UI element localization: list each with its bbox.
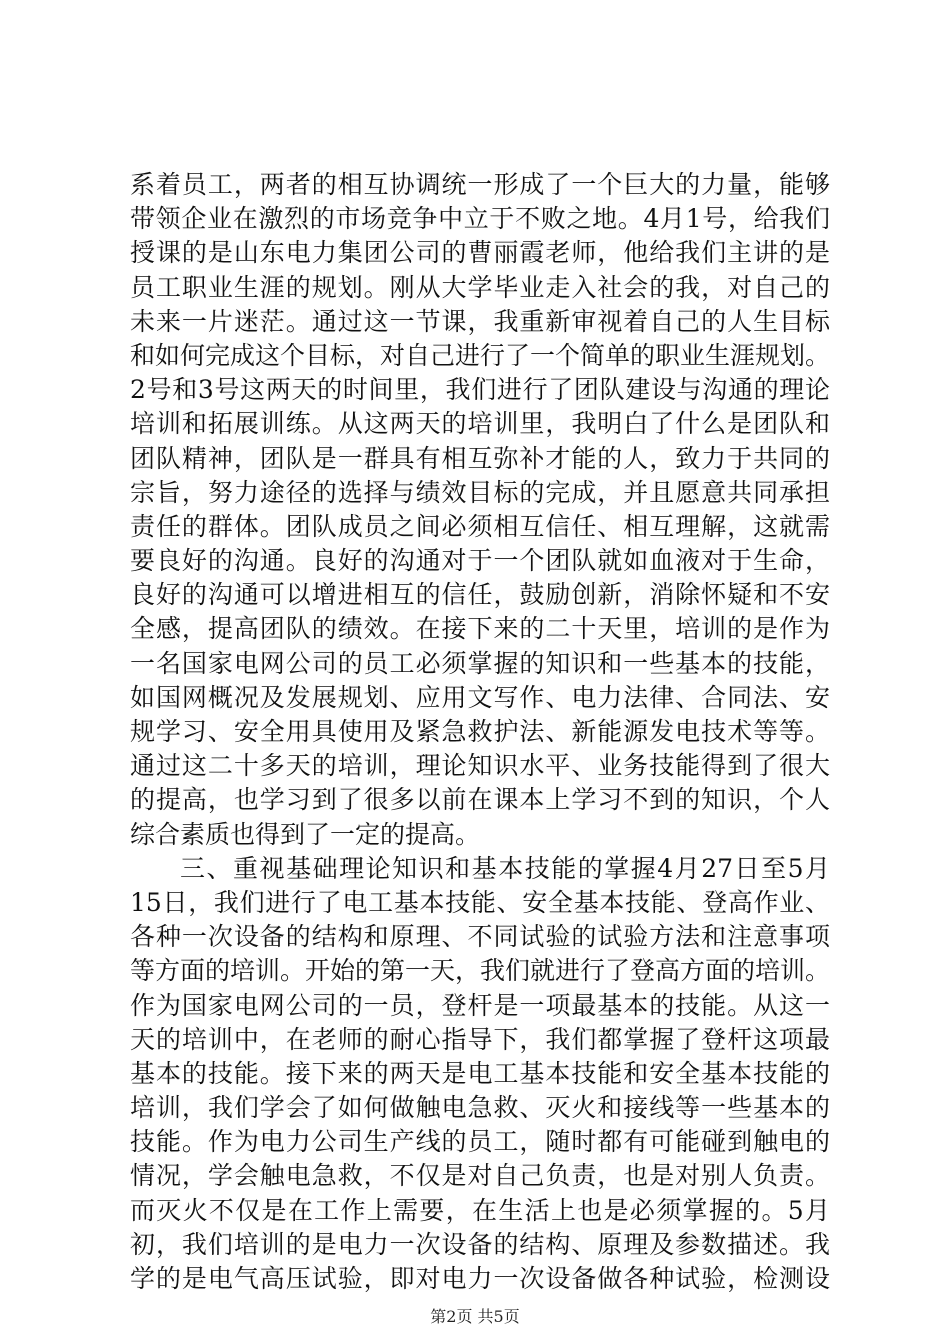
text-line: 天的培训中，在老师的耐心指导下，我们都掌握了登杆这项最 (130, 1024, 830, 1054)
text-line: 全感，提高团队的绩效。在接下来的二十天里，培训的是作为 (130, 614, 830, 644)
text-line: 的提高，也学习到了很多以前在课本上学习不到的知识，个人 (130, 785, 830, 815)
page-number-label: 第2页 共5页 (430, 1307, 520, 1326)
document-body (130, 168, 830, 1296)
text-line: 作为国家电网公司的一员，登杆是一项最基本的技能。从这一 (130, 990, 830, 1020)
text-line: 各种一次设备的结构和原理、不同试验的试验方法和注意事项 (130, 922, 830, 952)
text-line: 通过这二十多天的培训，理论知识水平、业务技能得到了很大 (130, 751, 830, 781)
text-line: 综合素质也得到了一定的提高。 (130, 819, 481, 849)
text-line: 学的是电气高压试验，即对电力一次设备做各种试验，检测设 (130, 1264, 830, 1293)
page-footer (0, 1304, 950, 1327)
text-line: 技能。作为电力公司生产线的员工，随时都有可能碰到触电的 (130, 1127, 830, 1157)
text-line: 而灭火不仅是在工作上需要，在生活上也是必须掌握的。5月 (130, 1195, 830, 1225)
text-line: 等方面的培训。开始的第一天，我们就进行了登高方面的培训。 (130, 956, 831, 986)
text-line: 2号和3号这两天的时间里，我们进行了团队建设与沟通的理论 (130, 375, 830, 405)
text-line: 团队精神，团队是一群具有相互弥补才能的人，致力于共同的 (130, 443, 830, 473)
text-line: 情况，学会触电急救，不仅是对自己负责，也是对别人负责。 (130, 1161, 830, 1191)
text-line: 要良好的沟通。良好的沟通对于一个团队就如血液对于生命， (130, 546, 830, 576)
text-line: 15日，我们进行了电工基本技能、安全基本技能、登高作业、 (130, 887, 830, 917)
text-line: 规学习、安全用具使用及紧急救护法、新能源发电技术等等。 (130, 717, 830, 746)
section-heading-line: 三、重视基础理论知识和基本技能的掌握4月27日至5月 (180, 853, 830, 883)
text-line: 责任的群体。团队成员之间必须相互信任、相互理解，这就需 (130, 511, 830, 541)
text-line: 培训和拓展训练。从这两天的培训里，我明白了什么是团队和 (130, 409, 830, 439)
text-line: 授课的是山东电力集团公司的曹丽霞老师，他给我们主讲的是 (130, 238, 830, 268)
text-line: 培训，我们学会了如何做触电急救、灭火和接线等一些基本的 (130, 1093, 830, 1123)
text-line: 宗旨，努力途径的选择与绩效目标的完成，并且愿意共同承担 (130, 477, 830, 507)
text-line: 良好的沟通可以增进相互的信任，鼓励创新，消除怀疑和不安 (130, 580, 830, 610)
text-line: 一名国家电网公司的员工必须掌握的知识和一些基本的技能， (130, 648, 830, 678)
text-line: 基本的技能。接下来的两天是电工基本技能和安全基本技能的 (130, 1058, 830, 1088)
text-line: 如国网概况及发展规划、应用文写作、电力法律、合同法、安 (130, 682, 830, 712)
text-line: 带领企业在激烈的市场竞争中立于不败之地。4月1号，给我们 (130, 204, 830, 234)
text-line: 和如何完成这个目标，对自己进行了一个简单的职业生涯规划。 (130, 340, 831, 370)
text-line: 未来一片迷茫。通过这一节课，我重新审视着自己的人生目标 (130, 306, 830, 336)
text-line: 员工职业生涯的规划。刚从大学毕业走入社会的我，对自己的 (130, 272, 830, 302)
text-line: 系着员工，两者的相互协调统一形成了一个巨大的力量，能够 (130, 170, 830, 199)
text-line: 初，我们培训的是电力一次设备的结构、原理及参数描述。我 (130, 1229, 830, 1259)
